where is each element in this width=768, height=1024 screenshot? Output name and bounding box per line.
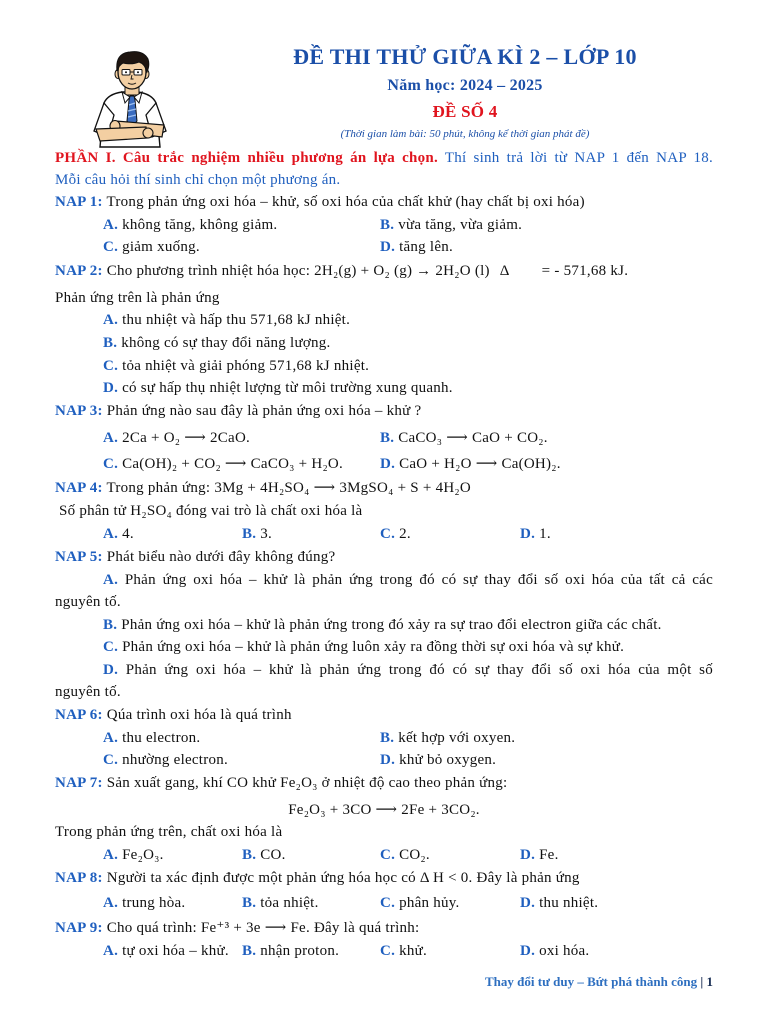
option-letter: C.: [103, 358, 119, 374]
exam-number: ĐỀ SỐ 4: [432, 102, 498, 121]
option-text: Phản ứng oxi hóa – khử là phản ứng trong đó có sự thay đổi số oxi hóa của tất cả các: [124, 572, 713, 588]
question-text: Cho quá trình: Fe⁺³ + 3e ⟶ Fe. Đây là quá trình:: [106, 920, 420, 936]
option-text: Phản ứng oxi hóa – khử là phản ứng trong đó xảy ra sự trao đổi electron giữa các chất.: [121, 617, 662, 633]
enthalpy-value: = - 571,68 kJ.: [541, 263, 629, 279]
question-text: Sản xuất gang, khí CO khử Fe₂O₃ ở nhiệt độ cao theo phản ứng:: [106, 775, 508, 791]
question-8-option-b: [242, 894, 319, 912]
question-3-stem: [55, 402, 421, 420]
question-7-option-d: [520, 846, 559, 864]
question-label: NAP 2:: [55, 263, 103, 279]
option-text: Fe.: [539, 847, 559, 863]
question-1-option-a: [103, 216, 277, 234]
option-letter: B.: [242, 943, 257, 959]
question-9-option-c: [380, 942, 427, 960]
question-5-option-a-continued: nguyên tố.: [55, 594, 121, 610]
question-label: NAP 4:: [55, 480, 103, 496]
question-6-stem: [55, 706, 292, 724]
option-text: giảm xuống.: [122, 239, 200, 255]
option-letter: A.: [103, 217, 119, 233]
option-letter: D.: [380, 239, 396, 255]
question-label: NAP 5:: [55, 549, 103, 565]
question-5-option-d: [103, 661, 713, 679]
question-5-stem: [55, 548, 335, 566]
question-text: Qúa trình oxi hóa là quá trình: [106, 707, 292, 723]
option-text: khử.: [399, 943, 427, 959]
option-text: CaCO₃ ⟶ CaO + CO₂.: [398, 430, 548, 446]
question-5-option-c: [103, 638, 624, 656]
question-6-option-d: [380, 751, 496, 769]
page-footer: [485, 974, 713, 990]
question-3-option-d: [380, 455, 561, 473]
student-illustration: [88, 45, 172, 149]
option-letter: C.: [380, 895, 396, 911]
question-8-stem: [55, 869, 580, 887]
option-letter: A.: [103, 895, 119, 911]
option-text: oxi hóa.: [539, 943, 590, 959]
time-note: (Thời gian làm bài: 50 phút, không kể thời gian phát đề): [340, 128, 590, 140]
question-5-option-b: [103, 616, 662, 634]
question-7-option-a: [103, 846, 164, 864]
option-text: CaO + H₂O ⟶ Ca(OH)₂.: [399, 456, 561, 472]
option-text: trung hòa.: [122, 895, 186, 911]
option-text: thu nhiệt và hấp thu 571,68 kJ nhiệt.: [122, 312, 351, 328]
option-letter: B.: [242, 847, 257, 863]
option-letter: A.: [103, 730, 119, 746]
question-5-option-d-continued: nguyên tố.: [55, 684, 121, 700]
option-text: tỏa nhiệt và giải phóng 571,68 kJ nhiệt.: [122, 358, 370, 374]
question-label: NAP 9:: [55, 920, 103, 936]
option-letter: C.: [103, 752, 119, 768]
option-text: không tăng, không giảm.: [122, 217, 278, 233]
question-2-option-d: [103, 379, 453, 397]
question-text: Người ta xác định được một phản ứng hóa học có Δ H < 0. Đây là phản ứng: [106, 870, 580, 886]
head: [115, 52, 149, 89]
option-text: CO.: [260, 847, 286, 863]
section-title: PHẦN I. Câu trắc nghiệm nhiều phương án lựa chọn.: [55, 150, 438, 166]
question-label: NAP 1:: [55, 194, 103, 210]
option-text: có sự hấp thụ nhiệt lượng từ môi trường xung quanh.: [122, 380, 453, 396]
question-8-option-c: [380, 894, 460, 912]
option-text: không có sự thay đổi năng lượng.: [121, 335, 331, 351]
question-text: Trong phản ứng oxi hóa – khử, số oxi hóa của chất khử (hay chất bị oxi hóa): [106, 194, 585, 210]
option-text: tỏa nhiệt.: [260, 895, 319, 911]
question-label: NAP 8:: [55, 870, 103, 886]
option-text: Phản ứng oxi hóa – khử là phản ứng luôn xảy ra đồng thời sự oxi hóa và sự khử.: [122, 639, 625, 655]
question-4-stem: [55, 479, 471, 497]
question-7-equation: Fe₂O₃ + 3CO ⟶ 2Fe + 3CO₂.: [288, 802, 480, 818]
question-9-stem: [55, 919, 419, 937]
option-text: Phản ứng oxi hóa – khử là phản ứng trong đó có sự thay đổi số oxi hóa của một số: [125, 662, 713, 678]
question-9-option-d: [520, 942, 589, 960]
option-text: 3.: [260, 526, 273, 542]
question-4-option-a: [103, 525, 134, 543]
question-4-option-d: [520, 525, 551, 543]
option-letter: C.: [380, 526, 396, 542]
question-5-option-a: [103, 571, 713, 589]
exam-title: ĐỀ THI THỬ GIỮA KÌ 2 – LỚP 10: [293, 44, 637, 69]
question-7-stem-continued: Trong phản ứng trên, chất oxi hóa là: [55, 824, 283, 840]
option-letter: C.: [103, 639, 119, 655]
option-text: vừa tăng, vừa giảm.: [398, 217, 523, 233]
option-text: 1.: [539, 526, 551, 542]
question-8-option-d: [520, 894, 598, 912]
option-letter: A.: [103, 943, 119, 959]
question-4-option-b: [242, 525, 272, 543]
option-letter: B.: [380, 430, 395, 446]
option-text: nhận proton.: [260, 943, 340, 959]
option-text: tăng lên.: [399, 239, 453, 255]
page-number: | 1: [700, 974, 713, 989]
option-letter: A.: [103, 312, 119, 328]
section-instruction-2: Mỗi câu hỏi thí sinh chỉ chọn một phương án.: [55, 172, 341, 188]
question-1-option-d: [380, 238, 453, 256]
question-9-option-b: [242, 942, 339, 960]
option-letter: A.: [103, 572, 119, 588]
option-text: kết hợp với oxyen.: [398, 730, 516, 746]
question-2-stem-continued: Phản ứng trên là phản ứng: [55, 290, 220, 306]
question-2-option-b: [103, 334, 331, 352]
option-letter: B.: [103, 617, 118, 633]
option-letter: D.: [380, 456, 396, 472]
question-3-option-b: [380, 429, 548, 447]
question-text: Cho phương trình nhiệt hóa học: 2H₂(g) + O₂ (g) → 2H₂O (l): [106, 263, 490, 279]
question-6-option-c: [103, 751, 228, 769]
question-4-option-c: [380, 525, 411, 543]
option-letter: D.: [520, 847, 536, 863]
option-letter: C.: [103, 239, 119, 255]
option-text: Ca(OH)₂ + CO₂ ⟶ CaCO₃ + H₂O.: [122, 456, 344, 472]
option-text: thu electron.: [122, 730, 201, 746]
option-letter: B.: [380, 217, 395, 233]
option-letter: D.: [103, 380, 119, 396]
option-text: CO₂.: [399, 847, 430, 863]
option-text: Fe₂O₃.: [122, 847, 164, 863]
option-text: 2.: [399, 526, 411, 542]
footer-slogan: Thay đổi tư duy – Bứt phá thành công: [485, 974, 698, 989]
option-text: tự oxi hóa – khử.: [122, 943, 229, 959]
question-3-option-c: [103, 455, 343, 473]
option-letter: D.: [520, 895, 536, 911]
option-text: thu nhiệt.: [539, 895, 599, 911]
option-letter: A.: [103, 847, 119, 863]
section-instruction: Thí sinh trả lời từ NAP 1 đến NAP 18.: [444, 150, 713, 166]
option-text: 4.: [122, 526, 134, 542]
delta-symbol: Δ: [499, 263, 510, 279]
question-9-option-a: [103, 942, 229, 960]
question-text: Trong phản ứng: 3Mg + 4H₂SO₄ ⟶ 3MgSO₄ + S + 4H₂O: [106, 480, 471, 496]
option-letter: C.: [103, 456, 119, 472]
school-year: Năm học: 2024 – 2025: [387, 77, 543, 94]
question-1-stem: [55, 193, 585, 211]
option-letter: C.: [380, 847, 396, 863]
question-7-option-b: [242, 846, 286, 864]
option-text: khử bỏ oxygen.: [399, 752, 497, 768]
question-3-option-a: [103, 429, 250, 447]
option-text: phân hủy.: [399, 895, 460, 911]
option-letter: B.: [380, 730, 395, 746]
question-2-stem: [55, 262, 628, 280]
option-text: nhường electron.: [122, 752, 228, 768]
option-letter: A.: [103, 430, 119, 446]
option-letter: D.: [103, 662, 119, 678]
question-4-stem-continued: Số phân tử H₂SO₄ đóng vai trò là chất oxi hóa là: [59, 503, 363, 519]
option-letter: B.: [242, 895, 257, 911]
option-text: 2Ca + O₂ ⟶ 2CaO.: [122, 430, 251, 446]
question-text: Phản ứng nào sau đây là phản ứng oxi hóa – khử ?: [106, 403, 422, 419]
question-1-option-b: [380, 216, 522, 234]
question-6-option-b: [380, 729, 515, 747]
question-text: Phát biểu nào dưới đây không đúng?: [106, 549, 336, 565]
question-7-stem: [55, 774, 507, 792]
question-2-option-c: [103, 357, 369, 375]
question-6-option-a: [103, 729, 200, 747]
option-letter: C.: [380, 943, 396, 959]
option-letter: A.: [103, 526, 119, 542]
question-7-option-c: [380, 846, 430, 864]
option-letter: B.: [242, 526, 257, 542]
option-letter: D.: [520, 943, 536, 959]
option-letter: D.: [520, 526, 536, 542]
question-2-option-a: [103, 311, 350, 329]
question-8-option-a: [103, 894, 185, 912]
question-1-option-c: [103, 238, 200, 256]
section-heading-line: [55, 149, 713, 167]
option-letter: B.: [103, 335, 118, 351]
question-label: NAP 3:: [55, 403, 103, 419]
option-letter: D.: [380, 752, 396, 768]
question-label: NAP 6:: [55, 707, 103, 723]
question-label: NAP 7:: [55, 775, 103, 791]
